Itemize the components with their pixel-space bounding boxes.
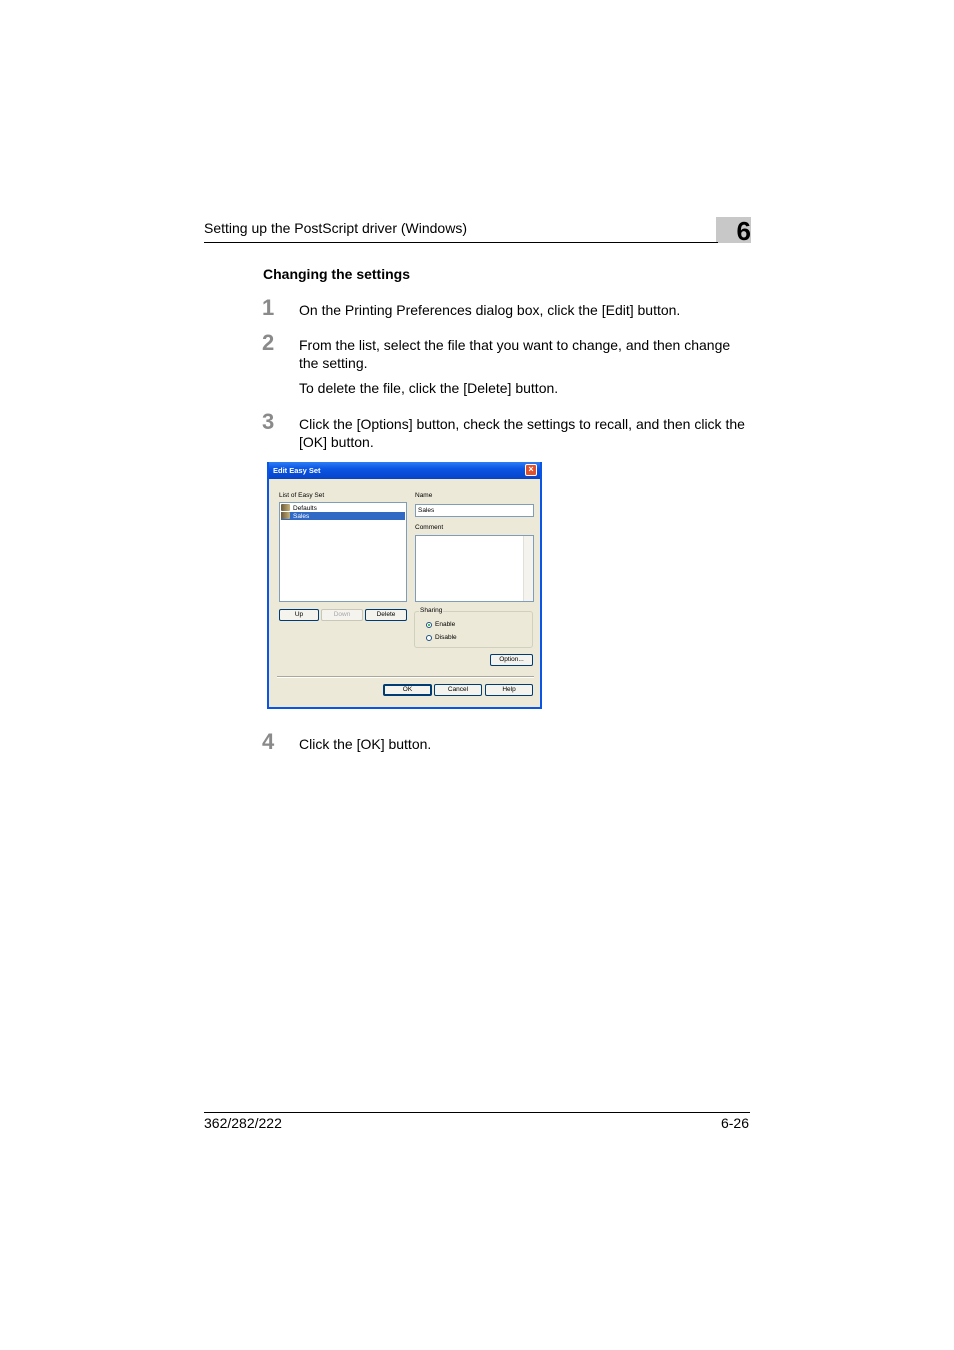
list-label: List of Easy Set <box>279 492 325 499</box>
printer-icon <box>281 512 290 519</box>
step-text-4: Click the [OK] button. <box>299 736 432 752</box>
dialog-title: Edit Easy Set <box>273 466 321 475</box>
header-rule <box>204 242 718 243</box>
running-header-title: Setting up the PostScript driver (Windows) <box>204 220 467 236</box>
section-title: Changing the settings <box>263 266 410 282</box>
footer-model: 362/282/222 <box>204 1115 282 1131</box>
sharing-label: Sharing <box>420 607 443 614</box>
list-item-defaults[interactable]: Defaults <box>281 504 405 512</box>
dialog-separator <box>277 676 534 678</box>
disable-label: Disable <box>435 634 457 641</box>
options-button[interactable]: Option... <box>490 654 533 666</box>
chapter-number: 6 <box>736 216 751 246</box>
comment-scrollbar[interactable] <box>523 536 533 601</box>
step-text-2: From the list, select the file that you want to change, and then change the setting. <box>299 337 731 371</box>
disable-radio[interactable] <box>426 635 432 641</box>
sharing-group <box>414 607 533 648</box>
comment-label: Comment <box>415 524 444 531</box>
step-text-3: Click the [Options] button, check the settings to recall, and then click the [OK] button. <box>299 416 745 450</box>
step-note-2: To delete the file, click the [Delete] button. <box>299 380 559 396</box>
step-number-4: 4 <box>262 729 275 754</box>
down-button[interactable]: Down <box>321 609 363 621</box>
easy-set-list[interactable] <box>279 502 407 602</box>
cancel-button[interactable]: Cancel <box>434 684 482 696</box>
enable-label: Enable <box>435 621 456 628</box>
step-number-3: 3 <box>262 409 275 434</box>
printer-icon <box>281 504 290 511</box>
close-icon[interactable]: × <box>525 464 537 476</box>
delete-button[interactable]: Delete <box>365 609 407 621</box>
step-number-2: 2 <box>262 330 275 355</box>
enable-radio[interactable] <box>426 622 432 628</box>
comment-field[interactable] <box>415 535 534 602</box>
list-item-sales[interactable]: Sales <box>281 512 405 520</box>
name-label: Name <box>415 492 433 499</box>
step-number-1: 1 <box>262 295 275 320</box>
up-button[interactable]: Up <box>279 609 319 621</box>
edit-easy-set-dialog <box>267 462 542 709</box>
help-button[interactable]: Help <box>485 684 533 696</box>
footer-page-number: 6-26 <box>720 1115 749 1131</box>
step-text-1: On the Printing Preferences dialog box, click the [Edit] button. <box>299 302 681 318</box>
footer-rule <box>204 1112 750 1113</box>
dialog-title-bar <box>269 462 540 479</box>
ok-button[interactable]: OK <box>383 684 432 696</box>
name-field[interactable]: Sales <box>415 504 534 517</box>
